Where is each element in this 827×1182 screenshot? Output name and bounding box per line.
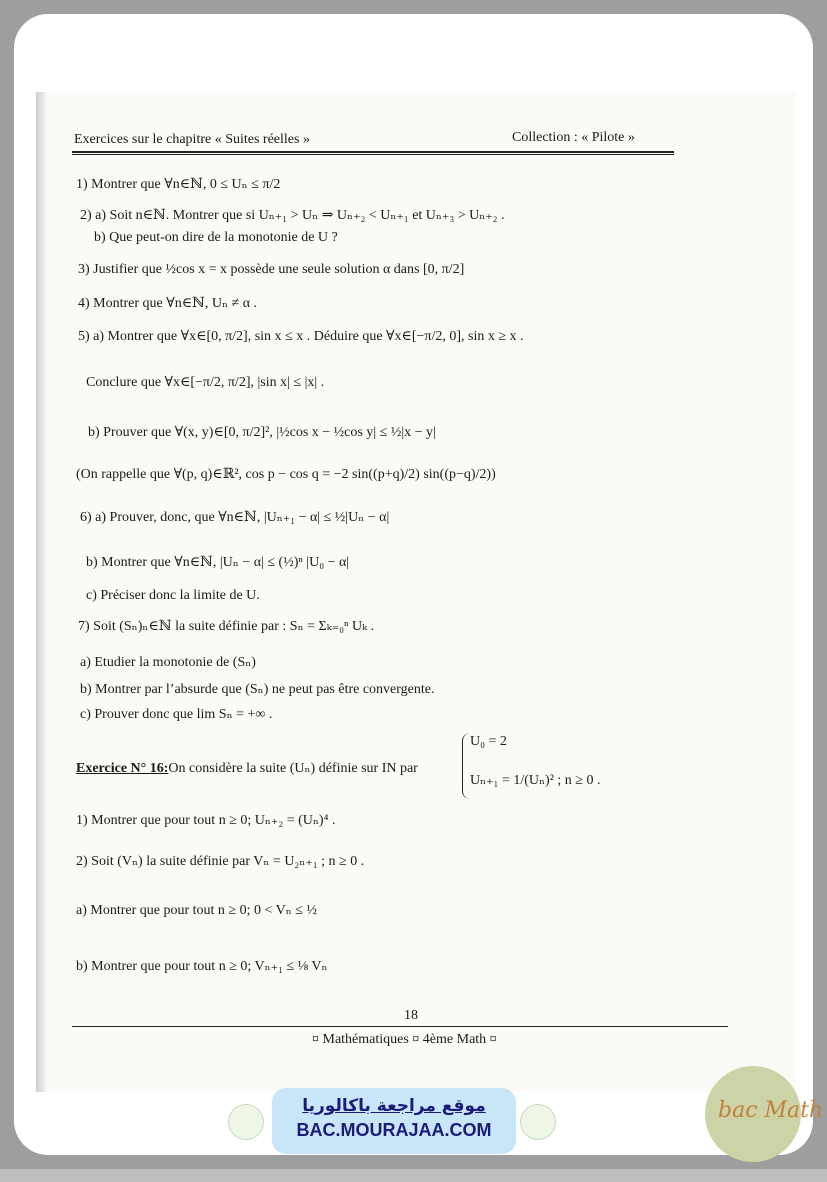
question-5a: 5) a) Montrer que ∀x∈[0, π/2], sin x ≤ x . Déduire que ∀x∈[−π/2, 0], sin x ≥ x . (78, 329, 524, 344)
question-5-conclude: Conclure que ∀x∈[−π/2, π/2], |sin x| ≤ |x| . (86, 375, 325, 390)
question-3: 3) Justifier que ½cos x = x possède une seule solution α dans [0, π/2] (78, 262, 465, 277)
header-collection: Collection : « Pilote » (512, 130, 635, 145)
question-7b: b) Montrer par l’absurde que (Sₙ) ne peut pas être convergente. (80, 682, 435, 697)
question-7: 7) Soit (Sₙ)ₙ∈ℕ la suite définie par : Sₙ = Σₖ₌₀ⁿ Uₖ . (78, 619, 375, 634)
bac-math-logo-text: bac Math (718, 1098, 824, 1123)
question-6a: 6) a) Prouver, donc, que ∀n∈ℕ, |Uₙ₊₁ − α| ≤ ½|Uₙ − α| (80, 510, 390, 525)
site-logo-right-icon (520, 1104, 556, 1140)
site-banner[interactable] (272, 1088, 516, 1154)
question-7a: a) Etudier la monotonie de (Sₙ) (80, 655, 256, 670)
question-1: 1) Montrer que ∀n∈ℕ, 0 ≤ Uₙ ≤ π/2 (76, 177, 281, 192)
banner-site-link[interactable]: BAC.MOURAJAA.COM (296, 1120, 492, 1140)
ex16-question-2: 2) Soit (Vₙ) la suite définie par Vₙ = U₂ₙ₊₁ ; n ≥ 0 . (76, 854, 365, 869)
header-rule (72, 151, 674, 155)
site-logo-left-icon (228, 1104, 264, 1140)
reminder-formula: (On rappelle que ∀(p, q)∈ℝ², cos p − cos q = −2 sin((p+q)/2) sin((p−q)/2)) (76, 467, 496, 482)
footer-rule (72, 1026, 728, 1027)
ex16-question-2b: b) Montrer que pour tout n ≥ 0; Vₙ₊₁ ≤ ⅛ Vₙ (76, 959, 328, 974)
banner-arabic-text[interactable]: موقع مراجعة باكالوريا (302, 1096, 486, 1116)
question-4: 4) Montrer que ∀n∈ℕ, Uₙ ≠ α . (78, 296, 258, 311)
page-spine-shadow (36, 92, 46, 1092)
exercise-16-heading (76, 760, 418, 777)
question-6c: c) Préciser donc la limite de U. (86, 588, 260, 603)
question-5b: b) Prouver que ∀(x, y)∈[0, π/2]², |½cos x − ½cos y| ≤ ½|x − y| (88, 425, 436, 440)
ex16-question-1: 1) Montrer que pour tout n ≥ 0; Uₙ₊₂ = (Uₙ)⁴ . (76, 813, 336, 828)
page-number: 18 (404, 1008, 418, 1023)
footer-label: ¤ Mathématiques ¤ 4ème Math ¤ (312, 1032, 497, 1047)
exercise-16-title: Exercice N° 16: (76, 761, 169, 776)
question-7c: c) Prouver donc que lim Sₙ = +∞ . (80, 707, 273, 722)
system-recurrence: Uₙ₊₁ = 1/(Uₙ)² ; n ≥ 0 . (470, 773, 601, 788)
system-initial: U₀ = 2 (470, 734, 507, 749)
question-6b: b) Montrer que ∀n∈ℕ, |Uₙ − α| ≤ (½)ⁿ |U₀ − α| (86, 555, 350, 570)
header-chapter-title: Exercices sur le chapitre « Suites réelles » (74, 132, 310, 147)
question-2b: b) Que peut-on dire de la monotonie de U ? (94, 230, 338, 245)
ex16-question-2a: a) Montrer que pour tout n ≥ 0; 0 < Vₙ ≤ ½ (76, 903, 317, 918)
exercise-16-intro: On considère la suite (Uₙ) définie sur IN par (168, 761, 418, 776)
question-2a: 2) a) Soit n∈ℕ. Montrer que si Uₙ₊₁ > Uₙ ⇒ Uₙ₊₂ < Uₙ₊₁ et Uₙ₊₃ > Uₙ₊₂ . (80, 208, 505, 223)
